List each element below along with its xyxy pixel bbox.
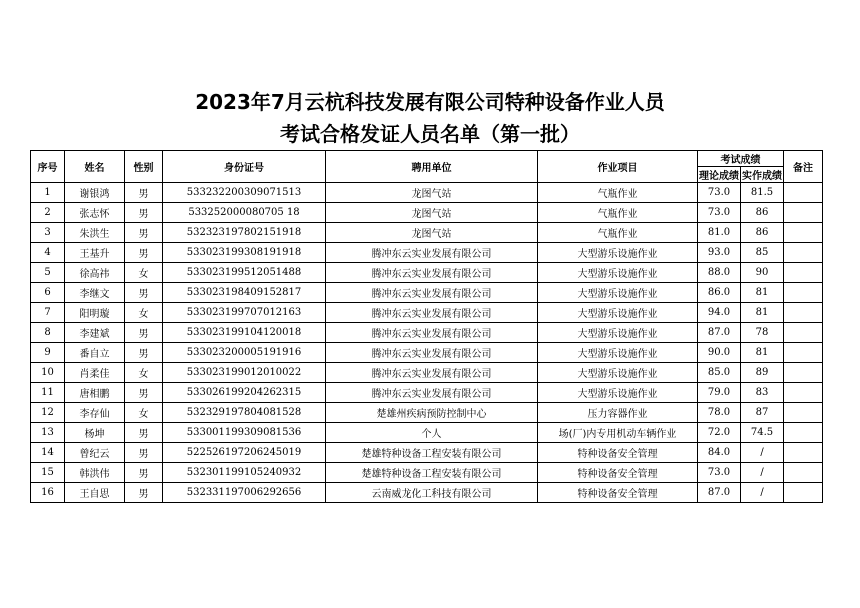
table-row xyxy=(31,343,823,363)
cell-project: 压力容器作业 xyxy=(538,403,698,423)
header-index: 序号 xyxy=(31,151,65,183)
cell-project: 特种设备安全管理 xyxy=(538,463,698,483)
cell-index: 5 xyxy=(31,263,65,283)
table-header xyxy=(31,151,823,183)
cell-name: 唐相鹏 xyxy=(65,383,125,403)
document-title-line1: 2023年7月云杭科技发展有限公司特种设备作业人员 xyxy=(195,90,665,114)
cell-theory: 93.0 xyxy=(698,243,741,263)
cell-practice: 83 xyxy=(741,383,784,403)
cell-remarks xyxy=(784,223,823,243)
cell-practice: 89 xyxy=(741,363,784,383)
cell-employer: 云南威龙化工科技有限公司 xyxy=(326,483,538,503)
cell-remarks xyxy=(784,263,823,283)
cell-remarks xyxy=(784,283,823,303)
cell-name: 王基升 xyxy=(65,243,125,263)
cell-index: 13 xyxy=(31,423,65,443)
cell-remarks xyxy=(784,403,823,423)
cell-id-number: 533023198409152817 xyxy=(163,283,326,303)
cell-name: 韩洪伟 xyxy=(65,463,125,483)
header-name: 姓名 xyxy=(65,151,125,183)
cell-employer: 腾冲东云实业发展有限公司 xyxy=(326,383,538,403)
cell-gender: 女 xyxy=(125,263,163,283)
cell-theory: 87.0 xyxy=(698,483,741,503)
cell-employer: 楚雄特种设备工程安装有限公司 xyxy=(326,443,538,463)
cell-name: 李存仙 xyxy=(65,403,125,423)
cell-theory: 86.0 xyxy=(698,283,741,303)
cell-remarks xyxy=(784,383,823,403)
header-gender: 性别 xyxy=(125,151,163,183)
cell-remarks xyxy=(784,343,823,363)
cell-index: 1 xyxy=(31,183,65,203)
cell-practice: 86 xyxy=(741,203,784,223)
cell-theory: 94.0 xyxy=(698,303,741,323)
cell-name: 杨坤 xyxy=(65,423,125,443)
cell-employer: 龙图气站 xyxy=(326,223,538,243)
cell-employer: 腾冲东云实业发展有限公司 xyxy=(326,303,538,323)
cell-theory: 79.0 xyxy=(698,383,741,403)
cell-project: 气瓶作业 xyxy=(538,223,698,243)
table-row xyxy=(31,403,823,423)
cell-id-number: 522526197206245019 xyxy=(163,443,326,463)
cell-practice: 81.5 xyxy=(741,183,784,203)
cell-gender: 男 xyxy=(125,223,163,243)
cell-index: 14 xyxy=(31,443,65,463)
cell-practice: 81 xyxy=(741,283,784,303)
cell-employer: 腾冲东云实业发展有限公司 xyxy=(326,263,538,283)
header-scores: 考试成绩 xyxy=(698,151,784,167)
cell-name: 曾纪云 xyxy=(65,443,125,463)
cell-name: 王自思 xyxy=(65,483,125,503)
cell-gender: 男 xyxy=(125,183,163,203)
cell-index: 11 xyxy=(31,383,65,403)
cell-project: 大型游乐设施作业 xyxy=(538,343,698,363)
cell-project: 大型游乐设施作业 xyxy=(538,303,698,323)
document-title-line2: 考试合格发证人员名单（第一批） xyxy=(280,122,580,146)
cell-theory: 72.0 xyxy=(698,423,741,443)
cell-name: 张志怀 xyxy=(65,203,125,223)
cell-theory: 85.0 xyxy=(698,363,741,383)
cell-remarks xyxy=(784,483,823,503)
cell-remarks xyxy=(784,323,823,343)
table-row xyxy=(31,383,823,403)
cell-project: 气瓶作业 xyxy=(538,203,698,223)
table-row xyxy=(31,263,823,283)
cell-gender: 男 xyxy=(125,243,163,263)
cell-index: 6 xyxy=(31,283,65,303)
cell-name: 徐高祎 xyxy=(65,263,125,283)
cell-gender: 男 xyxy=(125,443,163,463)
cell-theory: 90.0 xyxy=(698,343,741,363)
certified-personnel-table xyxy=(30,150,823,503)
cell-index: 15 xyxy=(31,463,65,483)
cell-project: 特种设备安全管理 xyxy=(538,443,698,463)
header-employer: 聘用单位 xyxy=(326,151,538,183)
table-row xyxy=(31,283,823,303)
table-row xyxy=(31,483,823,503)
cell-employer: 腾冲东云实业发展有限公司 xyxy=(326,243,538,263)
cell-practice: 81 xyxy=(741,343,784,363)
cell-employer: 楚雄特种设备工程安装有限公司 xyxy=(326,463,538,483)
header-id-number: 身份证号 xyxy=(163,151,326,183)
cell-employer: 楚雄州疾病预防控制中心 xyxy=(326,403,538,423)
cell-id-number: 533023199012010022 xyxy=(163,363,326,383)
cell-employer: 腾冲东云实业发展有限公司 xyxy=(326,283,538,303)
cell-name: 谢银鸿 xyxy=(65,183,125,203)
table-row xyxy=(31,363,823,383)
table-row xyxy=(31,323,823,343)
cell-practice: 87 xyxy=(741,403,784,423)
cell-practice: 78 xyxy=(741,323,784,343)
cell-project: 特种设备安全管理 xyxy=(538,483,698,503)
cell-theory: 88.0 xyxy=(698,263,741,283)
cell-practice: / xyxy=(741,443,784,463)
cell-gender: 女 xyxy=(125,363,163,383)
cell-gender: 男 xyxy=(125,323,163,343)
cell-project: 气瓶作业 xyxy=(538,183,698,203)
cell-gender: 男 xyxy=(125,283,163,303)
cell-remarks xyxy=(784,243,823,263)
cell-theory: 78.0 xyxy=(698,403,741,423)
cell-practice: 81 xyxy=(741,303,784,323)
cell-id-number: 533001199309081536 xyxy=(163,423,326,443)
cell-theory: 84.0 xyxy=(698,443,741,463)
cell-practice: / xyxy=(741,463,784,483)
cell-project: 大型游乐设施作业 xyxy=(538,383,698,403)
cell-gender: 男 xyxy=(125,203,163,223)
cell-index: 12 xyxy=(31,403,65,423)
cell-remarks xyxy=(784,303,823,323)
header-practice: 实作成绩 xyxy=(741,167,784,183)
cell-gender: 男 xyxy=(125,423,163,443)
cell-employer: 腾冲东云实业发展有限公司 xyxy=(326,343,538,363)
cell-practice: / xyxy=(741,483,784,503)
cell-practice: 85 xyxy=(741,243,784,263)
cell-practice: 74.5 xyxy=(741,423,784,443)
cell-gender: 女 xyxy=(125,303,163,323)
cell-gender: 男 xyxy=(125,463,163,483)
cell-theory: 81.0 xyxy=(698,223,741,243)
cell-index: 7 xyxy=(31,303,65,323)
table-row xyxy=(31,223,823,243)
cell-theory: 73.0 xyxy=(698,203,741,223)
cell-project: 大型游乐设施作业 xyxy=(538,263,698,283)
cell-project: 大型游乐设施作业 xyxy=(538,243,698,263)
header-theory: 理论成绩 xyxy=(698,167,741,183)
cell-gender: 男 xyxy=(125,383,163,403)
cell-project: 大型游乐设施作业 xyxy=(538,363,698,383)
cell-index: 8 xyxy=(31,323,65,343)
cell-gender: 女 xyxy=(125,403,163,423)
table-row xyxy=(31,303,823,323)
cell-employer: 腾冲东云实业发展有限公司 xyxy=(326,323,538,343)
cell-project: 大型游乐设施作业 xyxy=(538,283,698,303)
cell-employer: 腾冲东云实业发展有限公司 xyxy=(326,363,538,383)
cell-index: 4 xyxy=(31,243,65,263)
header-remarks: 备注 xyxy=(784,151,823,183)
cell-remarks xyxy=(784,423,823,443)
cell-id-number: 532323197802151918 xyxy=(163,223,326,243)
cell-id-number: 532331197006292656 xyxy=(163,483,326,503)
cell-id-number: 533232200309071513 xyxy=(163,183,326,203)
cell-gender: 男 xyxy=(125,343,163,363)
cell-project: 大型游乐设施作业 xyxy=(538,323,698,343)
cell-index: 2 xyxy=(31,203,65,223)
cell-name: 李建斌 xyxy=(65,323,125,343)
cell-id-number: 533023200005191916 xyxy=(163,343,326,363)
cell-theory: 73.0 xyxy=(698,463,741,483)
cell-index: 16 xyxy=(31,483,65,503)
cell-employer: 龙图气站 xyxy=(326,203,538,223)
cell-project: 场(厂)内专用机动车辆作业 xyxy=(538,423,698,443)
cell-id-number: 532301199105240932 xyxy=(163,463,326,483)
cell-name: 阳明璇 xyxy=(65,303,125,323)
table-row xyxy=(31,463,823,483)
table-row xyxy=(31,423,823,443)
cell-id-number: 533023199104120018 xyxy=(163,323,326,343)
cell-remarks xyxy=(784,203,823,223)
cell-index: 3 xyxy=(31,223,65,243)
cell-id-number: 533023199308191918 xyxy=(163,243,326,263)
cell-name: 肖柔佳 xyxy=(65,363,125,383)
cell-remarks xyxy=(784,363,823,383)
cell-gender: 男 xyxy=(125,483,163,503)
cell-index: 10 xyxy=(31,363,65,383)
cell-employer: 个人 xyxy=(326,423,538,443)
cell-index: 9 xyxy=(31,343,65,363)
table-row xyxy=(31,203,823,223)
cell-id-number: 532329197804081528 xyxy=(163,403,326,423)
cell-remarks xyxy=(784,183,823,203)
cell-theory: 73.0 xyxy=(698,183,741,203)
cell-name: 李继文 xyxy=(65,283,125,303)
cell-practice: 86 xyxy=(741,223,784,243)
cell-name: 朱洪生 xyxy=(65,223,125,243)
cell-practice: 90 xyxy=(741,263,784,283)
cell-id-number: 533026199204262315 xyxy=(163,383,326,403)
cell-theory: 87.0 xyxy=(698,323,741,343)
cell-remarks xyxy=(784,463,823,483)
table-row xyxy=(31,443,823,463)
cell-id-number: 533023199707012163 xyxy=(163,303,326,323)
table-row xyxy=(31,183,823,203)
table-row xyxy=(31,243,823,263)
cell-id-number: 533252000080705 18 xyxy=(163,203,326,223)
cell-employer: 龙图气站 xyxy=(326,183,538,203)
header-project: 作业项目 xyxy=(538,151,698,183)
cell-name: 番自立 xyxy=(65,343,125,363)
table-body xyxy=(31,183,823,503)
cell-remarks xyxy=(784,443,823,463)
cell-id-number: 533023199512051488 xyxy=(163,263,326,283)
